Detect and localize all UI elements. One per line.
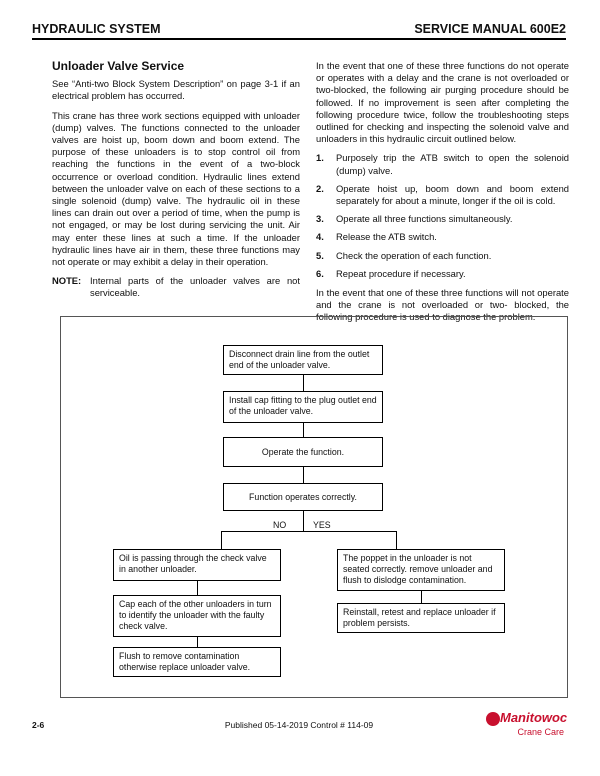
section-heading: Unloader Valve Service bbox=[52, 59, 185, 73]
manitowoc-logo bbox=[486, 710, 566, 742]
logo-mark-icon bbox=[486, 712, 500, 726]
branch-label-yes: YES bbox=[313, 520, 331, 530]
paragraph-description: This crane has three work sections equipped with unloader (dump) valves. The functions connected to the unloader valves are hoist up, boom down and boom extend. The purpose of these unloaders is to stop control oil from reaching the functions in the event of a two-block occurrence or overload condition. Hydraulic lines extend between the unloader valve on each of these sections to a single solenoid (dump) valve. The hydraulic oil in these lines can drain out over a period of time, when the pump is not engaged, or may be lost during servicing the unit. Air may enter these lines at such a time. If the unloader hydraulic lines have air in them, these three functions may not operate or may exhibit a delay in their operation. bbox=[52, 109, 300, 268]
flow-step-decision: Function operates correctly. bbox=[223, 483, 383, 511]
note bbox=[52, 275, 300, 299]
left-column bbox=[52, 60, 300, 300]
list-item bbox=[316, 268, 569, 280]
step-text: Repeat procedure if necessary. bbox=[336, 267, 466, 279]
publication-info: Published 05-14-2019 Control # 114-09 bbox=[224, 720, 374, 730]
flow-yes-reinstall: Reinstall, retest and replace unloader if problem persists. bbox=[337, 603, 505, 633]
connector-line bbox=[303, 375, 304, 391]
right-column bbox=[316, 60, 569, 331]
paragraph-reference: See “Anti-two Block System Description” on page 3-1 if an electrical problem has occurred. bbox=[52, 78, 300, 102]
step-number: 4. bbox=[316, 231, 324, 243]
section-title: HYDRAULIC SYSTEM bbox=[32, 22, 161, 36]
flow-step-operate: Operate the function. bbox=[223, 437, 383, 467]
step-text: Purposely trip the ATB switch to open the solenoid (dump) valve. bbox=[336, 152, 569, 176]
connector-line bbox=[197, 637, 198, 647]
connector-line bbox=[396, 531, 397, 549]
step-text: Release the ATB switch. bbox=[336, 231, 437, 243]
list-item bbox=[316, 231, 569, 243]
step-number: 3. bbox=[316, 213, 324, 225]
flow-step-disconnect: Disconnect drain line from the outlet end of the unloader valve. bbox=[223, 345, 383, 375]
list-item bbox=[316, 183, 569, 207]
paragraph-intro: In the event that one of these three functions do not operate or operates with a delay and the crane is not overloaded or two-blocked, the following air purging procedure should be followed. If no improvement is seen after completing the following procedure twice, follow the troubleshooting steps outlined for checking and inspecting the solenoid valve and unloaders in this hydraulic circuit outlined below. bbox=[316, 60, 569, 145]
step-number: 5. bbox=[316, 249, 324, 261]
branch-line bbox=[221, 531, 397, 532]
list-item bbox=[316, 250, 569, 262]
note-text: Internal parts of the unloader valves are not serviceable. bbox=[90, 275, 300, 299]
logo-name: Manitowoc bbox=[500, 710, 568, 725]
procedure-list bbox=[316, 152, 569, 280]
flow-no-check-valve: Oil is passing through the check valve in another unloader. bbox=[113, 549, 281, 581]
step-text: Operate all three functions simultaneously. bbox=[336, 213, 513, 225]
connector-line bbox=[303, 511, 304, 531]
troubleshooting-flowchart bbox=[60, 316, 568, 698]
flow-step-install-cap: Install cap fitting to the plug outlet end of the unloader valve. bbox=[223, 391, 383, 423]
page-number: 2-6 bbox=[32, 720, 45, 730]
step-text: Check the operation of each function. bbox=[336, 249, 492, 261]
list-item bbox=[316, 213, 569, 225]
connector-line bbox=[197, 581, 198, 595]
connector-line bbox=[303, 423, 304, 437]
paragraph-outro: In the event that one of these three functions will not operate and the crane is not overloaded or two- blocked, the following procedure is used to diagnose the problem. bbox=[316, 287, 569, 323]
branch-label-no: NO bbox=[273, 520, 287, 530]
flow-yes-poppet: The poppet in the unloader is not seated correctly. remove unloader and flush to dislodge contamination. bbox=[337, 549, 505, 591]
step-text: Operate hoist up, boom down and boom extend separately for about a minute, longer if the oil is cold. bbox=[336, 182, 569, 207]
flow-no-cap-others: Cap each of the other unloaders in turn to identify the unloader with the faulty check valve. bbox=[113, 595, 281, 637]
page-header bbox=[32, 22, 566, 40]
connector-line bbox=[421, 591, 422, 603]
connector-line bbox=[303, 467, 304, 483]
logo-subtitle: Crane Care bbox=[517, 727, 564, 737]
manual-title: SERVICE MANUAL 600E2 bbox=[414, 22, 566, 36]
step-number: 6. bbox=[316, 267, 324, 279]
connector-line bbox=[221, 531, 222, 549]
step-number: 1. bbox=[316, 152, 324, 164]
page-footer bbox=[32, 710, 568, 746]
note-label: NOTE: bbox=[52, 275, 82, 287]
flow-no-flush: Flush to remove contamination otherwise replace unloader valve. bbox=[113, 647, 281, 677]
step-number: 2. bbox=[316, 182, 324, 194]
list-item bbox=[316, 152, 569, 176]
